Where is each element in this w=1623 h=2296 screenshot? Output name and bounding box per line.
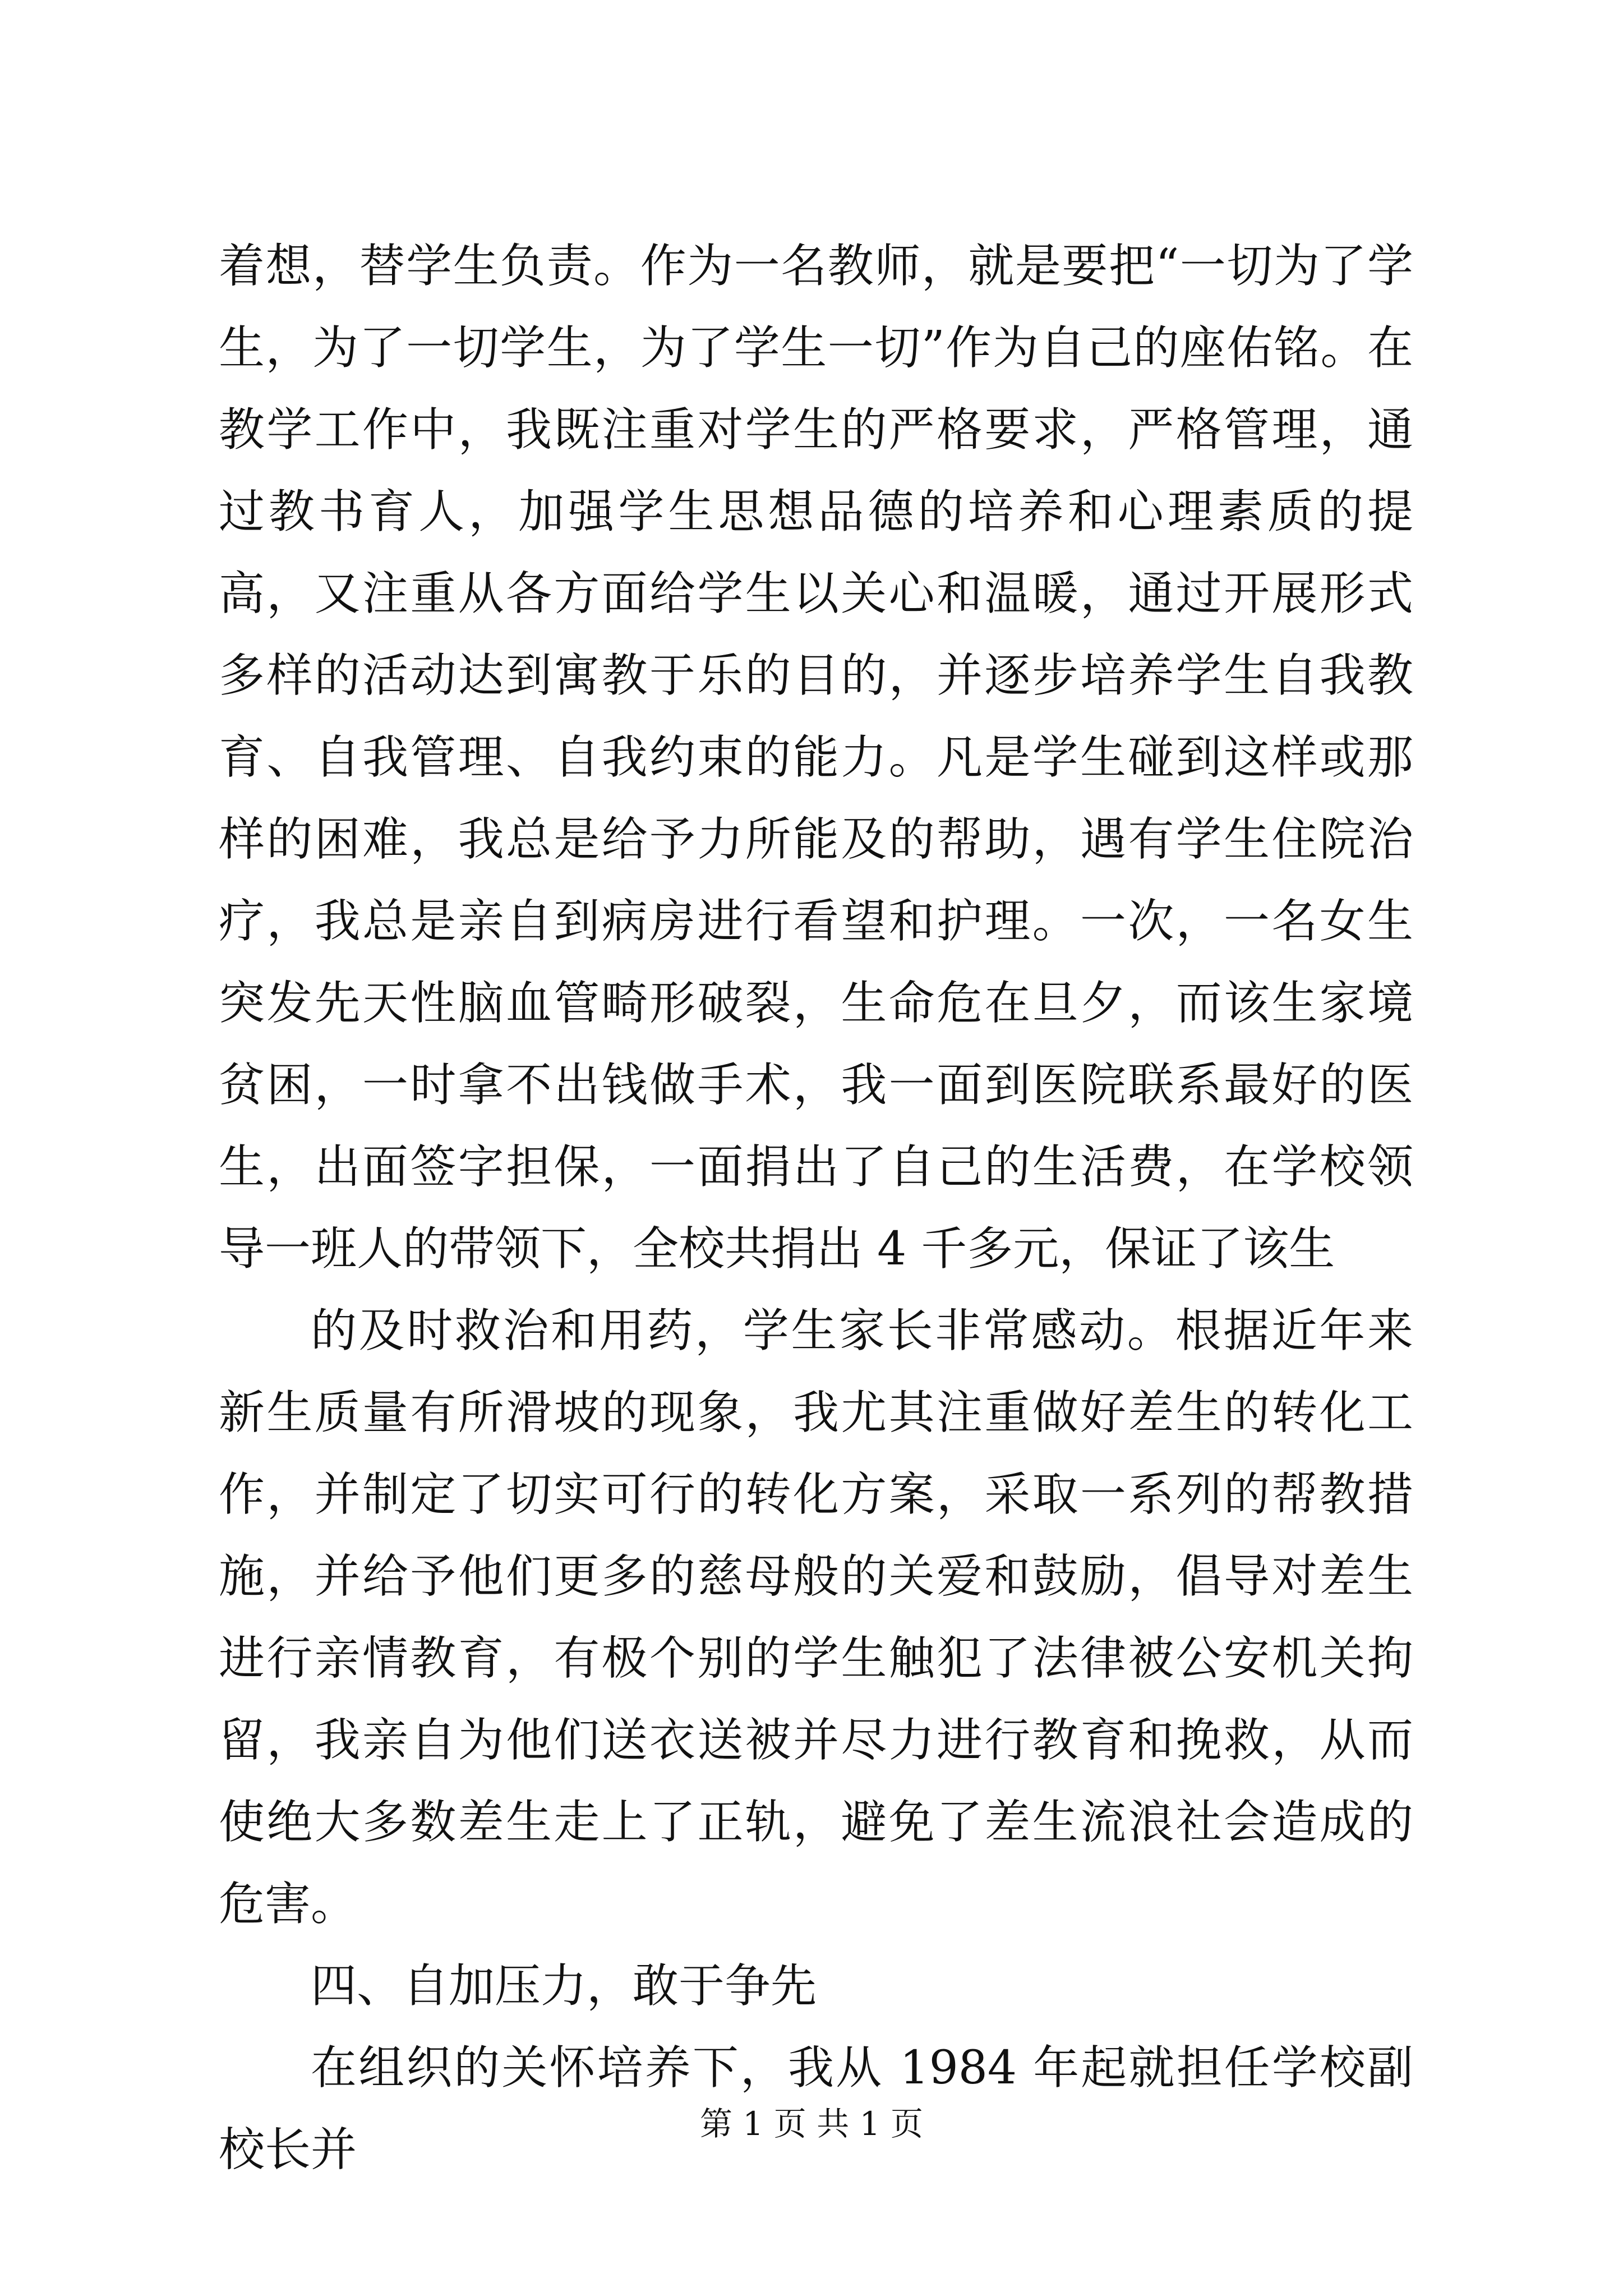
page-footer: 第 1 页 共 1 页 — [700, 2105, 923, 2143]
section-heading: 四、自加压力，敢于争先 — [311, 1959, 817, 2013]
paragraph-2: 的及时救治和用药，学生家长非常感动。根据近年来新生质量有所滑坡的现象，我尤其注重做好差生的转化工作，并制定了切实可行的转化方案，采取一系列的帮教措施，并给予他们更多的慈母般的关爱和鼓励，倡导对差生进行亲情教育，有极个别的学生触犯了法律被公安机关拘留，我亲自为他们送衣送被并尽力进行教育和挽救，从而使绝大多数差生走上了正轨，避免了差生流浪社会造成的危害。 — [219, 1304, 1413, 1931]
document-body — [219, 226, 1413, 2191]
paragraph-1: 着想，替学生负责。作为一名教师，就是要把“一切为了学生，为了一切学生，为了学生一切”作为自己的座佑铭。在教学工作中，我既注重对学生的严格要求，严格管理，通过教书育人，加强学生思想品德的培养和心理素质的提高，又注重从各方面给学生以关心和温暖，通过开展形式多样的活动达到寓教于乐的目的，并逐步培养学生自我教育、自我管理、自我约束的能力。凡是学生碰到这样或那样的困难，我总是给予力所能及的帮助，遇有学生住院治疗，我总是亲自到病房进行看望和护理。一次，一名女生突发先天性脑血管畸形破裂，生命危在旦夕，而该生家境贫困，一时拿不出钱做手术，我一面到医院联系最好的医生，出面签字担保，一面捐出了自己的生活费，在学校领导一班人的带领下，全校共捐出 4 千多元，保证了该生 — [219, 240, 1413, 1276]
paragraph-3: 在组织的关怀培养下，我从 1984 年起就担任学校副校长并 — [219, 2041, 1413, 2177]
